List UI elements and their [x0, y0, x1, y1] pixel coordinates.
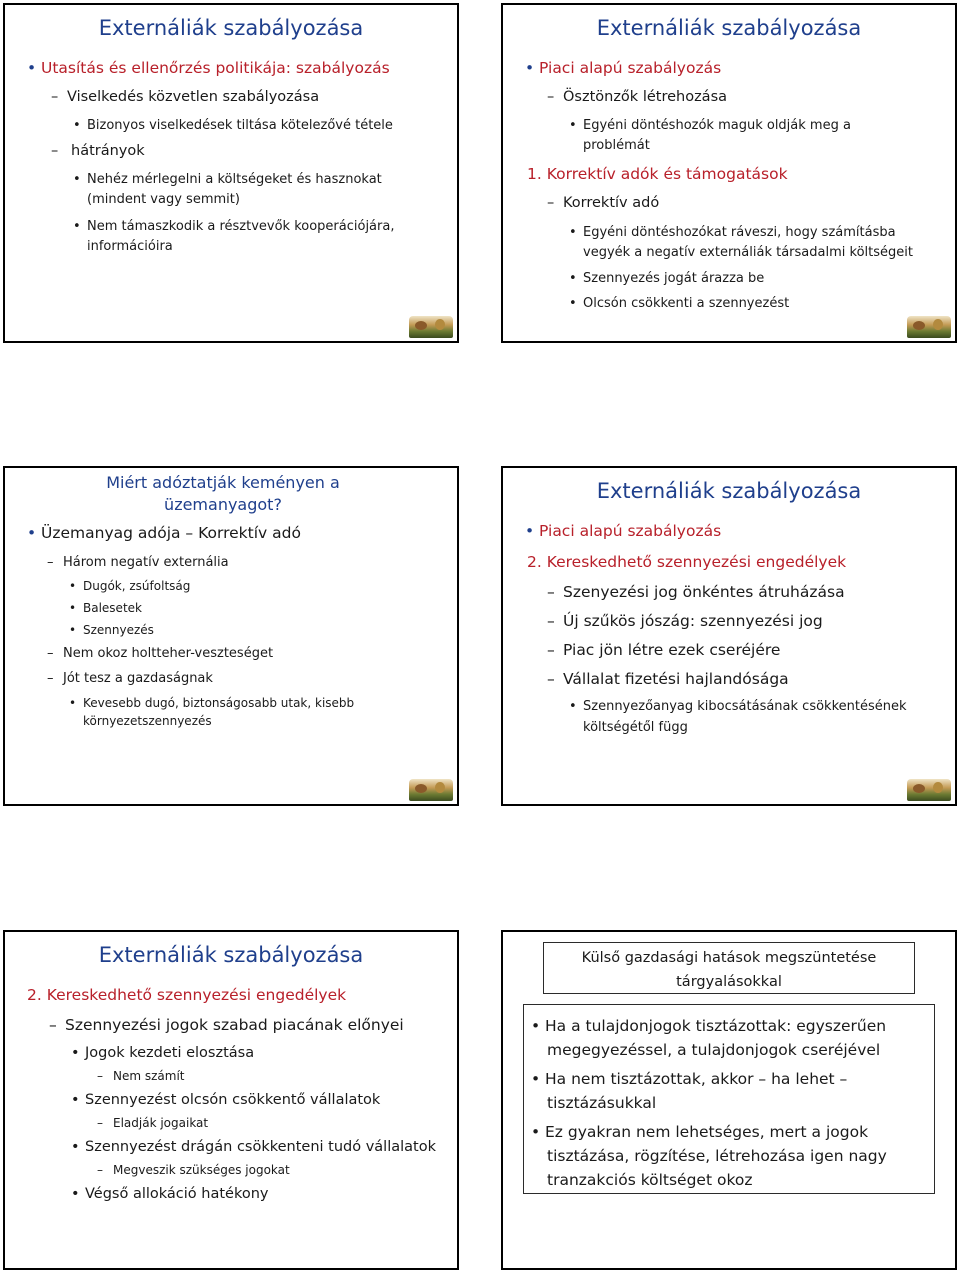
slide-6: [501, 930, 957, 1270]
sub-sub-sub-item: – Megveszik szükséges jogokat: [97, 1163, 290, 1177]
slide-title: Externáliák szabályozása: [98, 943, 364, 967]
bullet-item-cont: megegyezéssel, a tulajdonjogok cseréjével: [547, 1041, 881, 1059]
sub-sub-item: • Balesetek: [69, 601, 142, 615]
sub-item: – Szenyezési jog önkéntes átruházása: [547, 583, 845, 601]
slide-1: [3, 3, 459, 343]
sub-sub-item: • Szennyezőanyag kibocsátásának csökkentésének: [569, 699, 907, 714]
sub-item: – Vállalat fizetési hajlandósága: [547, 670, 789, 688]
bullet-item-cont: tisztázása, rögzítése, létrehozása igen nagy: [547, 1147, 887, 1165]
sub-sub-item: • Egyéni döntéshozókat ráveszi, hogy számításba: [569, 225, 896, 240]
sub-sub-item: • Bizonyos viselkedések tiltása kötelezővé tétele: [73, 118, 393, 133]
sub-item: – Korrektív adó: [547, 195, 660, 211]
sub-sub-item: • Jogok kezdeti elosztása: [71, 1045, 255, 1061]
slide-3: [3, 466, 459, 806]
slide-title-line-1: Miért adóztatják keményen a: [106, 473, 340, 492]
sub-sub-sub-item: – Eladják jogaikat: [97, 1116, 209, 1130]
sub-sub-item-cont: költségétől függ: [583, 720, 688, 735]
sub-item: – Jót tesz a gazdaságnak: [47, 671, 213, 686]
sub-sub-item: • Szennyezés jogát árazza be: [569, 271, 765, 286]
sub-sub-item-cont: környezetszennyezés: [83, 714, 212, 728]
section-heading: 2. Kereskedhető szennyezési engedélyek: [527, 553, 847, 571]
sub-item: – Szennyezési jogok szabad piacának előnyei: [49, 1016, 404, 1034]
decorative-thumbnail-image: [907, 316, 951, 338]
sub-sub-item-cont: vegyék a negatív externáliák társadalmi költségeit: [583, 245, 913, 260]
section-heading: 2. Kereskedhető szennyezési engedélyek: [27, 986, 347, 1004]
sub-sub-item: • Szennyezést drágán csökkenteni tudó vállalatok: [71, 1139, 436, 1155]
sub-sub-item: • Nem támaszkodik a résztvevők kooperációjára,: [73, 219, 395, 234]
bullet-item: • Üzemanyag adója – Korrektív adó: [27, 524, 301, 542]
bullet-item: • Piaci alapú szabályozás: [525, 522, 722, 540]
bullet-item-cont: tranzakciós költséget okoz: [547, 1171, 753, 1189]
bullet-item-cont: tisztázásukkal: [547, 1094, 657, 1112]
slide-title-line-2: üzemanyagot?: [164, 495, 282, 514]
sub-sub-item: • Szennyezést olcsón csökkentő vállalatok: [71, 1092, 381, 1108]
slide-title: Externáliák szabályozása: [596, 16, 862, 40]
sub-sub-item-cont: információira: [87, 239, 173, 254]
slide-4: [501, 466, 957, 806]
sub-sub-item: • Dugók, zsúfoltság: [69, 579, 191, 593]
bullet-item: • Ha a tulajdonjogok tisztázottak: egyszerűen: [531, 1017, 887, 1035]
sub-sub-item: • Szennyezés: [69, 623, 154, 637]
sub-sub-item: • Egyéni döntéshozók maguk oldják meg a: [569, 118, 851, 133]
slide-title: Externáliák szabályozása: [98, 16, 364, 40]
sub-item: – Viselkedés közvetlen szabályozása: [51, 89, 320, 105]
sub-item: – Új szűkös jószág: szennyezési jog: [547, 612, 823, 630]
slide-title-line-2: tárgyalásokkal: [676, 974, 782, 990]
slide-2: [501, 3, 957, 343]
bullet-item: • Utasítás és ellenőrzés politikája: szabályozás: [27, 59, 390, 77]
sub-item: – hátrányok: [51, 143, 145, 159]
bullet-item: • Ez gyakran nem lehetséges, mert a jogok: [531, 1123, 869, 1141]
sub-item: – Három negatív externália: [47, 555, 229, 570]
slide-title-line-1: Külső gazdasági hatások megszüntetése: [581, 950, 877, 966]
sub-sub-item: • Olcsón csökkenti a szennyezést: [569, 296, 790, 311]
decorative-thumbnail-image: [409, 779, 453, 801]
slide-title: Externáliák szabályozása: [596, 479, 862, 503]
sub-item: – Piac jön létre ezek cseréjére: [547, 641, 781, 659]
sub-item: – Ösztönzők létrehozása: [547, 89, 728, 105]
sub-item: – Nem okoz holtteher-veszteséget: [47, 646, 274, 661]
sub-sub-sub-item: – Nem számít: [97, 1069, 185, 1083]
sub-sub-item: • Kevesebb dugó, biztonságosabb utak, kisebb: [69, 696, 355, 710]
decorative-thumbnail-image: [409, 316, 453, 338]
sub-sub-item: • Végső allokáció hatékony: [71, 1186, 269, 1202]
decorative-thumbnail-image: [907, 779, 951, 801]
section-heading: 1. Korrektív adók és támogatások: [527, 165, 788, 183]
bullet-item: • Piaci alapú szabályozás: [525, 59, 722, 77]
slide-5: [3, 930, 459, 1270]
sub-sub-item-cont: (mindent vagy semmit): [87, 192, 240, 207]
sub-sub-item: • Nehéz mérlegelni a költségeket és hasznokat: [73, 172, 382, 187]
sub-sub-item-cont: problémát: [583, 138, 650, 153]
bullet-item: • Ha nem tisztázottak, akkor – ha lehet –: [531, 1070, 848, 1088]
